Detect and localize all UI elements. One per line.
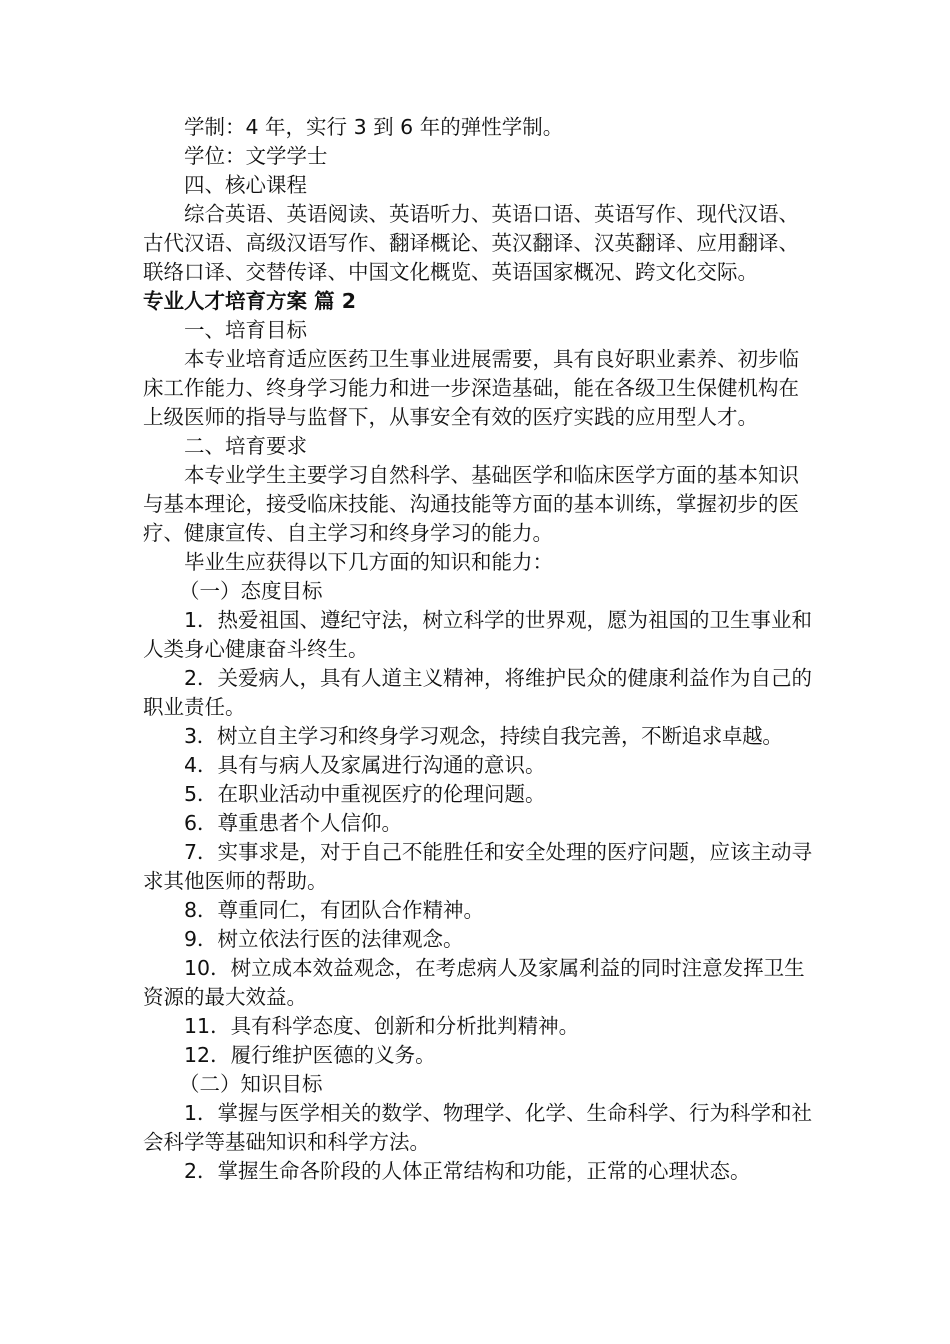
heading-core-courses: 四、核心课程	[184, 173, 307, 197]
attitude-item: 1．热爱祖国、遵纪守法，树立科学的世界观，愿为祖国的卫生事业和人类身心健康奋斗终生。	[143, 608, 813, 661]
attitude-item: 8．尊重同仁，有团队合作精神。	[184, 898, 485, 922]
attitude-item: 3．树立自主学习和终身学习观念，持续自我完善，不断追求卓越。	[184, 724, 783, 748]
paragraph-course-list: 综合英语、英语阅读、英语听力、英语口语、英语写作、现代汉语、古代汉语、高级汉语写作、翻译概论、英汉翻译、汉英翻译、应用翻译、联络口译、交替传译、中国文化概览、英语国家概况、跨文化交际。	[143, 202, 799, 284]
paragraph-training-requirements: 本专业学生主要学习自然科学、基础医学和临床医学方面的基本知识与基本理论，接受临床技能、沟通技能等方面的基本训练，掌握初步的医疗、健康宣传、自主学习和终身学习的能力。	[143, 463, 799, 545]
attitude-item: 6．尊重患者个人信仰。	[184, 811, 403, 835]
paragraph-degree: 学位：文学学士	[184, 144, 328, 168]
attitude-item: 7．实事求是，对于自己不能胜任和安全处理的医疗问题，应该主动寻求其他医师的帮助。	[143, 840, 813, 893]
paragraph-training-goal: 本专业培育适应医药卫生事业进展需要，具有良好职业素养、初步临床工作能力、终身学习能力和进一步深造基础，能在各级卫生保健机构在上级医师的指导与监督下，从事安全有效的医疗实践的应用型人才。	[143, 347, 799, 429]
document-body	[143, 113, 815, 1186]
heading-training-goal: 一、培育目标	[184, 318, 307, 342]
section-title: 专业人才培育方案 篇 2	[143, 289, 357, 313]
attitude-item: 5．在职业活动中重视医疗的伦理问题。	[184, 782, 546, 806]
attitude-item: 11．具有科学态度、创新和分析批判精神。	[184, 1014, 580, 1038]
knowledge-item: 2．掌握生命各阶段的人体正常结构和功能，正常的心理状态。	[184, 1159, 751, 1183]
heading-training-requirements: 二、培育要求	[184, 434, 307, 458]
attitude-item: 4．具有与病人及家属进行沟通的意识。	[184, 753, 546, 777]
heading-knowledge-goals: （二）知识目标	[179, 1072, 323, 1096]
paragraph-graduate-abilities: 毕业生应获得以下几方面的知识和能力：	[184, 550, 553, 574]
paragraph-duration: 学制：4 年，实行 3 到 6 年的弹性学制。	[184, 115, 564, 139]
attitude-item: 9．树立依法行医的法律观念。	[184, 927, 464, 951]
attitude-item: 10．树立成本效益观念，在考虑病人及家属利益的同时注意发挥卫生资源的最大效益。	[143, 956, 805, 1009]
attitude-item: 12．履行维护医德的义务。	[184, 1043, 436, 1067]
knowledge-item: 1．掌握与医学相关的数学、物理学、化学、生命科学、行为科学和社会科学等基础知识和科学方法。	[143, 1101, 813, 1154]
attitude-item: 2．关爱病人，具有人道主义精神，将维护民众的健康利益作为自己的职业责任。	[143, 666, 813, 719]
heading-attitude-goals: （一）态度目标	[179, 579, 323, 603]
